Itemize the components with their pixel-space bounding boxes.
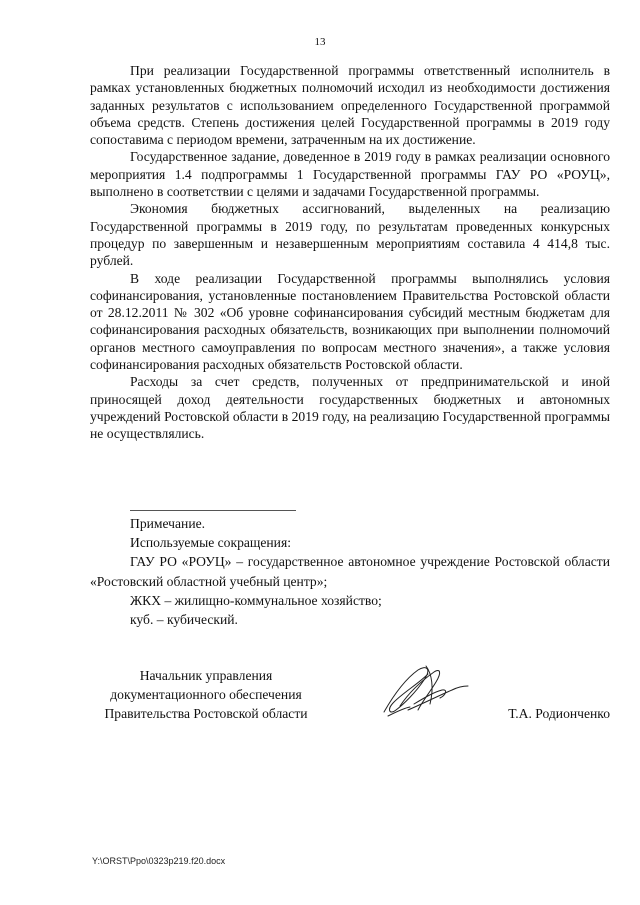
paragraph-cofinancing: В ходе реализации Государственной программы выполнялись условия софинансирования, установленные постановлением Правительства Ростовской области от 28.12.2011 № 302 «Об уровне софинансирования субсидий местным бюджетам для софинансирования расходных обязательств, возникающих при выполнении полномочий органов местного самоуправления по вопросам местного значения», а также условия софинансирования расходных обязательств Ростовской области. xyxy=(90,270,610,373)
signer-title xyxy=(90,666,322,723)
abbreviation-item: ЖКХ – жилищно-коммунальное хозяйство; xyxy=(130,592,382,608)
signature-block xyxy=(90,666,610,726)
page-number: 13 xyxy=(314,36,326,48)
notes-heading: Примечание. xyxy=(130,516,206,531)
notes-separator xyxy=(130,510,296,511)
signer-title-line: Правительства Ростовской области xyxy=(104,706,308,721)
paragraph-responsible-executor: При реализации Государственной программы ответственный исполнитель в рамках установленных бюджетных полномочий исходил из необходимости достижения заданных результатов с использованием определенного Государственной программой объема средств. Степень достижения целей Государственной программы в 2019 году сопоставима с периодом времени, затраченным на их достижение. xyxy=(90,63,610,148)
handwritten-signature xyxy=(378,660,470,722)
abbreviations-heading: Используемые сокращения: xyxy=(130,535,291,551)
notes-section xyxy=(90,514,610,629)
document-body xyxy=(90,62,610,443)
abbreviation-item: ГАУ РО «РОУЦ» – государственное автономное учреждение Ростовской области «Ростовский областной учебный центр»; xyxy=(90,554,610,589)
paragraph-state-assignment: Государственное задание, доведенное в 2019 году в рамках реализации основного мероприятия 1.4 подпрограммы 1 Государственной программы ГАУ РО «РОУЦ», выполнено в соответствии с целями и задачами Государственной программы. xyxy=(90,149,610,200)
signer-title-line: Начальник управления xyxy=(139,668,273,683)
signer-title-line: документационного обеспечения xyxy=(110,687,302,702)
paragraph-budget-savings: Экономия бюджетных ассигнований, выделенных на реализацию Государственной программы в 2019 году, по результатам проведенных конкурсных процедур по завершенным и незавершенным мероприятиям составила 4 414,8 тыс. рублей. xyxy=(90,201,610,269)
abbreviation-item: куб. – кубический. xyxy=(130,612,238,628)
signer-name: Т.А. Родионченко xyxy=(508,706,610,721)
file-path: Y:\ORST\Ppo\0323p219.f20.docx xyxy=(92,856,226,866)
paragraph-extrabudgetary-expenses: Расходы за счет средств, полученных от предпринимательской и иной приносящей доход деятельности государственных бюджетных и автономных учреждений Ростовской области в 2019 году, на реализацию Государственной программы не осуществлялись. xyxy=(90,374,610,442)
